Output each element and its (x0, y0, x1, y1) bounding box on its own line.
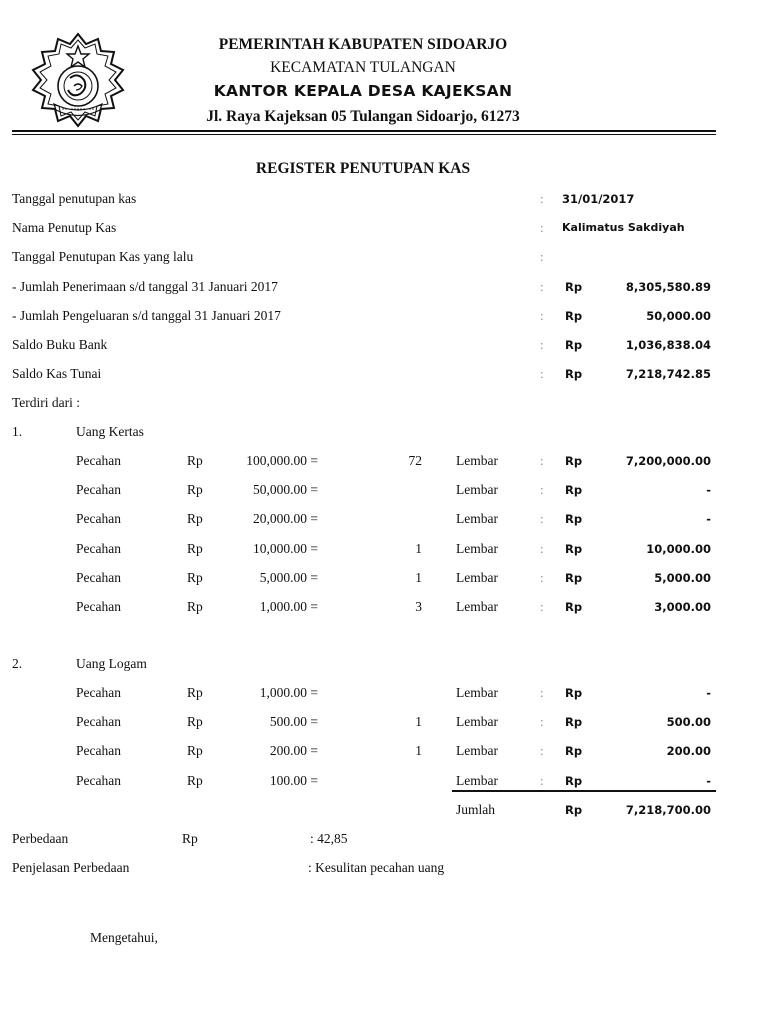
tunai-value: 7,218,742.85 (625, 367, 711, 381)
perbedaan-currency: Rp (182, 831, 198, 846)
document-title: REGISTER PENUTUPAN KAS (255, 160, 471, 177)
bank-label: Saldo Buku Bank (12, 337, 108, 352)
currency-label: Rp (565, 280, 583, 294)
letterhead-address: Jl. Raya Kajeksan 05 Tulangan Sidoarjo, 61273 (206, 108, 520, 125)
pecahan-label: Pecahan (76, 685, 121, 700)
denomination-value: 5,000.00 = (259, 569, 318, 585)
subtotal-value: - (706, 686, 711, 700)
denomination-currency: Rp (187, 482, 203, 498)
subtotal-currency: Rp (565, 512, 583, 527)
letterhead-rule-thick (12, 130, 716, 132)
count-value: 3 (415, 599, 422, 614)
unit-label: Lembar (456, 540, 498, 556)
mengetahui-label: Mengetahui, (90, 930, 158, 945)
unit-label: Lembar (456, 453, 498, 468)
denomination-value: 20,000.00 = (253, 511, 318, 527)
currency-label: Rp (565, 338, 583, 352)
subtotal-currency: Rp (565, 715, 583, 730)
letterhead-district: KECAMATAN TULANGAN (270, 59, 456, 76)
colon: : (540, 249, 544, 264)
colon: : (540, 714, 544, 730)
subtotal-currency: Rp (565, 483, 583, 498)
subtotal-value: 200.00 (666, 744, 711, 759)
colon: : (540, 308, 544, 323)
pecahan-label: Pecahan (76, 511, 121, 527)
denomination-value: 10,000.00 = (253, 540, 318, 556)
pecahan-label: Pecahan (76, 743, 121, 759)
subtotal-value: 3,000.00 (654, 600, 711, 614)
count-value: 1 (415, 569, 422, 585)
subtotal-value: - (706, 483, 711, 498)
pecahan-label: Pecahan (76, 772, 121, 788)
denomination-currency: Rp (187, 743, 203, 759)
kertas-number: 1. (12, 424, 23, 439)
currency-label: Rp (565, 309, 583, 323)
jumlah-value: 7,218,700.00 (625, 803, 711, 817)
denomination-currency: Rp (187, 714, 203, 730)
colon: : (540, 743, 544, 759)
subtotal-value: - (706, 773, 711, 788)
subtotal-currency: Rp (565, 773, 583, 788)
pecahan-label: Pecahan (76, 599, 121, 614)
letterhead-rule-thin (12, 134, 716, 135)
nama-value: Kalimatus Sakdiyah (562, 221, 685, 234)
denomination-currency: Rp (187, 685, 203, 700)
unit-label: Lembar (456, 599, 498, 614)
denomination-value: 500.00 = (269, 714, 318, 730)
perbedaan-value: : 42,85 (310, 831, 348, 846)
count-value: 1 (415, 743, 422, 759)
penjelasan-label: Penjelasan Perbedaan (12, 860, 130, 875)
jumlah-label: Jumlah (456, 802, 495, 817)
subtotal-value: 10,000.00 (646, 541, 711, 556)
penerimaan-value: 8,305,580.89 (625, 280, 711, 294)
letterhead-regency: PEMERINTAH KABUPATEN SIDOARJO (218, 36, 508, 53)
colon: : (540, 772, 544, 788)
colon: : (540, 220, 544, 235)
denomination-value: 100,000.00 = (246, 453, 318, 468)
colon: : (540, 366, 544, 381)
unit-label: Lembar (456, 714, 498, 730)
colon: : (540, 191, 544, 206)
denomination-currency: Rp (187, 511, 203, 527)
unit-label: Lembar (456, 569, 498, 585)
letterhead-office: KANTOR KEPALA DESA KAJEKSAN (213, 82, 513, 100)
unit-label: Lembar (456, 511, 498, 527)
subtotal-currency: Rp (565, 686, 583, 700)
sidoarjo-emblem-icon (28, 30, 128, 130)
denomination-currency: Rp (187, 772, 203, 788)
pecahan-label: Pecahan (76, 569, 121, 585)
tanggal-label: Tanggal penutupan kas (12, 191, 137, 206)
colon: : (540, 540, 544, 556)
count-value: 72 (408, 453, 422, 468)
tanggal-value: 31/01/2017 (562, 192, 635, 206)
kertas-heading: Uang Kertas (76, 424, 144, 439)
denomination-value: 1,000.00 = (259, 599, 318, 614)
unit-label: Lembar (456, 772, 498, 788)
colon: : (540, 511, 544, 527)
denomination-currency: Rp (187, 540, 203, 556)
denomination-currency: Rp (187, 569, 203, 585)
denomination-value: 100.00 = (269, 772, 318, 788)
count-value: 1 (415, 714, 422, 730)
denomination-value: 1,000.00 = (259, 685, 318, 700)
subtotal-currency: Rp (565, 541, 583, 556)
currency-label: Rp (565, 367, 583, 381)
pengeluaran-label: - Jumlah Pengeluaran s/d tanggal 31 Januari 2017 (12, 308, 281, 323)
total-rule (452, 790, 716, 792)
penjelasan-value: : Kesulitan pecahan uang (308, 860, 445, 875)
colon: : (540, 482, 544, 498)
colon: : (540, 279, 544, 294)
subtotal-value: 500.00 (666, 715, 711, 730)
colon: : (540, 337, 544, 352)
colon: : (540, 685, 544, 700)
jumlah-currency: Rp (565, 803, 583, 817)
logam-heading: Uang Logam (76, 656, 147, 671)
penerimaan-label: - Jumlah Penerimaan s/d tanggal 31 Januari 2017 (12, 279, 278, 294)
unit-label: Lembar (456, 685, 498, 700)
pecahan-label: Pecahan (76, 482, 121, 498)
colon: : (540, 569, 544, 585)
subtotal-currency: Rp (565, 570, 583, 585)
colon: : (540, 599, 544, 614)
unit-label: Lembar (456, 743, 498, 759)
subtotal-currency: Rp (565, 744, 583, 759)
tunai-label: Saldo Kas Tunai (12, 366, 102, 381)
subtotal-value: - (706, 512, 711, 527)
colon: : (540, 453, 544, 468)
subtotal-value: 7,200,000.00 (625, 454, 711, 468)
subtotal-value: 5,000.00 (654, 570, 711, 585)
subtotal-currency: Rp (565, 454, 583, 468)
count-value: 1 (415, 540, 422, 556)
pecahan-label: Pecahan (76, 453, 121, 468)
denomination-currency: Rp (187, 453, 203, 468)
pengeluaran-value: 50,000.00 (646, 309, 711, 323)
pecahan-label: Pecahan (76, 540, 121, 556)
perbedaan-label: Perbedaan (12, 831, 69, 846)
unit-label: Lembar (456, 482, 498, 498)
denomination-value: 50,000.00 = (253, 482, 318, 498)
denomination-value: 200.00 = (269, 743, 318, 759)
logam-number: 2. (12, 656, 23, 671)
bank-value: 1,036,838.04 (625, 338, 711, 352)
subtotal-currency: Rp (565, 600, 583, 614)
terdiri-label: Terdiri dari : (12, 395, 81, 410)
denomination-currency: Rp (187, 599, 203, 614)
nama-label: Nama Penutup Kas (12, 220, 117, 235)
pecahan-label: Pecahan (76, 714, 121, 730)
lalu-label: Tanggal Penutupan Kas yang lalu (12, 249, 194, 264)
